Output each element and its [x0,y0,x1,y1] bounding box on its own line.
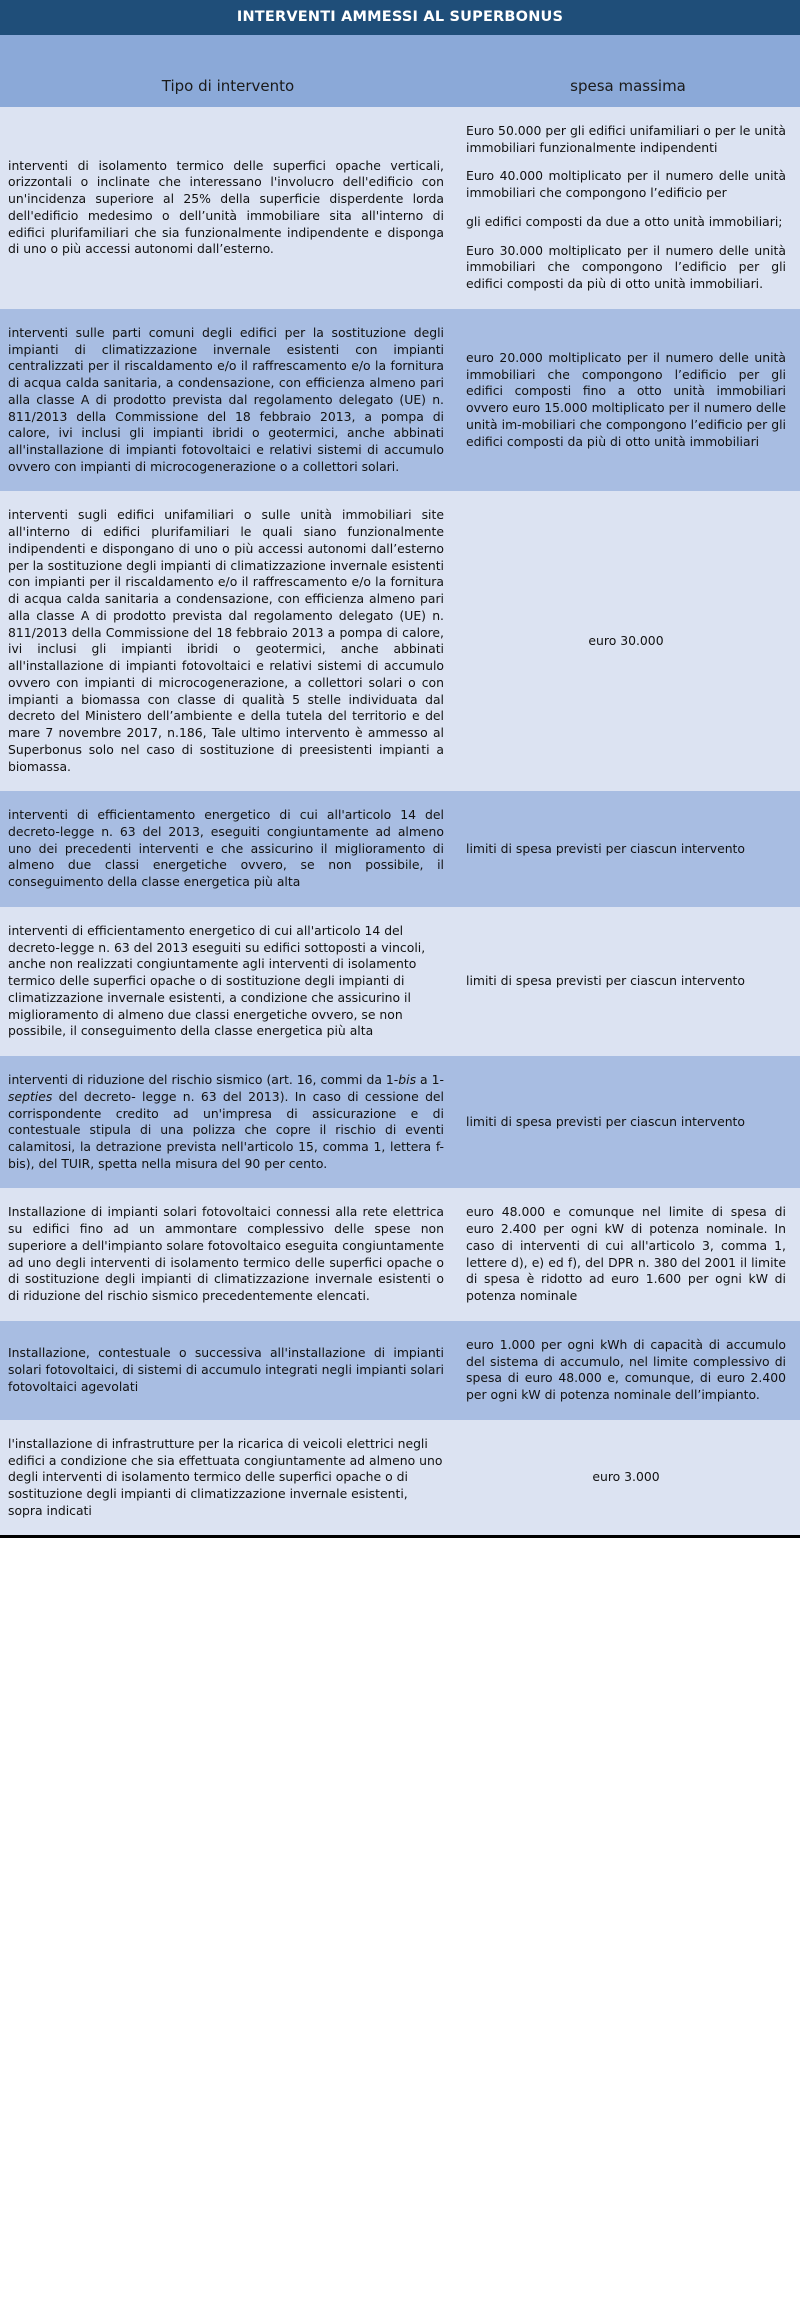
spesa-paragraph: Euro 30.000 moltiplicato per il numero delle unità immobiliari che compongono l’edificio per gli edifici composti da più di otto unità immobiliari. [466,242,786,292]
cell-intervento: Installazione, contestuale o successiva all'installazione di impianti solari fotovoltaici, di sistemi di accumulo integrati negli impianti solari fotovoltaici agevolati [0,1321,456,1420]
spesa-paragraph: Euro 50.000 per gli edifici unifamiliari o per le unità immobiliari funzionalmente indipendenti [466,123,786,155]
spesa-paragraph: Euro 40.000 moltiplicato per il numero delle unità immobiliari che compongono l’edificio per [466,168,786,201]
spesa-paragraph: euro 30.000 [588,632,664,648]
cell-spesa-massima [456,907,800,1056]
column-header-intervento: Tipo di intervento [0,35,456,107]
table-row [0,1056,800,1188]
cell-intervento: interventi sugli edifici unifamiliari o sulle unità immobiliari site all'interno di edifici plurifamiliari le quali siano funzionalmente indipendenti e dispongano di uno o più accessi autonomi dall’esterno per la sostituzione degli impianti di climatizzazione invernale esistenti con impianti per il riscaldamento e/o il raffrescamento e/o la fornitura di acqua calda sanitaria a condensazione, con efficienza almeno pari alla classe A di prodotto prevista dal regolamento delegato (UE) n. 811/2013 della Commissione del 18 febbraio 2013 a pompa di calore, ivi inclusi gli impianti ibridi o geotermici, anche abbinati all'installazione di impianti fotovoltaici e relativi sistemi di accumulo ovvero con impianti di microcogenerazione, a collettori solari o con impianti a biomassa con classe di qualità 5 stelle individuata dal decreto del Ministero dell’ambiente e della tutela del territorio e del mare 7 novembre 2017, n.186, Tale ultimo intervento è ammesso al Superbonus solo nel caso di sostituzione di preesistenti impianti a biomassa. [0,491,456,791]
table-title-row [0,0,800,35]
table-row [0,1420,800,1537]
table-row [0,1188,800,1320]
cell-intervento: interventi di isolamento termico delle superfici opache verticali, orizzontali o inclinate che interessano l'involucro dell'edificio con un'incidenza superiore al 25% della superficie disperdente lorda dell'edificio medesimo o dell’unità immobiliare sita all'interno di edifici plurifamiliari che sia funzionalmente indipendente e disponga di uno o più accessi autonomi dall’esterno. [0,107,456,309]
spesa-paragraph: gli edifici composti da due a otto unità immobiliari; [466,213,783,229]
table-row [0,907,800,1056]
cell-intervento: interventi sulle parti comuni degli edifici per la sostituzione degli impianti di climatizzazione invernale esistenti con impianti centralizzati per il riscaldamento e/o il raffrescamento e/o la fornitura di acqua calda sanitaria, a condensazione, con efficienza almeno pari alla classe A di prodotto prevista dal regolamento delegato (UE) n. 811/2013 della Commissione del 18 febbraio 2013, a pompa di calore, ivi inclusi gli impianti ibridi o geotermici, anche abbinati all'installazione di impianti fotovoltaici e relativi sistemi di accumulo ovvero con impianti di microcogenerazione o a collettori solari. [0,309,456,492]
cell-spesa-massima [456,1321,800,1420]
cell-intervento: l'installazione di infrastrutture per la ricarica di veicoli elettrici negli edifici a condizione che sia effettuata congiuntamente ad almeno uno degli interventi di isolamento termico delle superfici opache o di sostituzione degli impianti di climatizzazione invernale esistenti, sopra indicati [0,1420,456,1537]
table-row [0,491,800,791]
cell-spesa-massima [456,1188,800,1320]
cell-spesa-massima [456,107,800,309]
table-row [0,1321,800,1420]
cell-spesa-massima [456,1056,800,1188]
cell-spesa-massima [456,309,800,492]
table-row [0,791,800,907]
spesa-paragraph: limiti di spesa previsti per ciascun intervento [466,840,745,856]
spesa-paragraph: euro 3.000 [592,1469,660,1485]
spesa-paragraph: limiti di spesa previsti per ciascun intervento [466,1113,745,1129]
spesa-paragraph: euro 20.000 moltiplicato per il numero delle unità immobiliari che compongono l’edificio per gli edifici composti fino a otto unità immobiliari ovvero euro 15.000 moltiplicato per il numero delle unità im-mobiliari che compongono l’edificio per gli edifici composti da più di otto unità immobiliari [466,349,786,449]
cell-spesa-massima [456,491,800,791]
column-header-spesa: spesa massima [456,35,800,107]
cell-intervento: Installazione di impianti solari fotovoltaici connessi alla rete elettrica su edifici fino ad un ammontare complessivo delle spese non superiore a dell'impianto solare fotovoltaico eseguita congiuntamente ad uno degli interventi di isolamento termico delle superfici opache o di sostituzione degli impianti di climatizzazione invernale esistenti o di riduzione del rischio sismico precedentemente elencati. [0,1188,456,1320]
spesa-paragraph: euro 1.000 per ogni kWh di capacità di accumulo del sistema di accumulo, nel limite complessivo di spesa di euro 48.000 e, comunque, di euro 2.400 per ogni kW di potenza nominale dell’impianto. [466,1336,786,1403]
cell-intervento: interventi di riduzione del rischio sismico (art. 16, commi da 1-bis a 1-septies del decreto- legge n. 63 del 2013). In caso di cessione del corrispondente credito ad un'impresa di assicurazione e di contestuale stipula di una polizza che copre il rischio di eventi calamitosi, la detrazione prevista nell'articolo 15, comma 1, lettera f-bis), del TUIR, spetta nella misura del 90 per cento. [0,1056,456,1188]
spesa-paragraph: limiti di spesa previsti per ciascun intervento [466,973,745,989]
cell-spesa-massima [456,791,800,907]
cell-spesa-massima [456,1420,800,1537]
spesa-paragraph: euro 48.000 e comunque nel limite di spesa di euro 2.400 per ogni kW di potenza nominale. In caso di interventi di cui all'articolo 3, comma 1, lettere d), e) ed f), del DPR n. 380 del 2001 il limite di spesa è ridotto ad euro 1.600 per ogni kW di potenza nominale [466,1204,786,1304]
table-row [0,107,800,309]
table-header-row [0,35,800,107]
page-title: INTERVENTI AMMESSI AL SUPERBONUS [0,0,800,35]
cell-intervento: interventi di efficientamento energetico di cui all'articolo 14 del decreto-legge n. 63 del 2013 eseguiti su edifici sottoposti a vincoli, anche non realizzati congiuntamente agli interventi di isolamento termico delle superfici opache o di sostituzione degli impianti di climatizzazione invernale esistenti, a condizione che assicurino il miglioramento di almeno due classi energetiche ovvero, se non possibile, il conseguimento della classe energetica più alta [0,907,456,1056]
cell-intervento: interventi di efficientamento energetico di cui all'articolo 14 del decreto-legge n. 63 del 2013, eseguiti congiuntamente ad almeno uno dei precedenti interventi e che assicurino il miglioramento di almeno due classi energetiche ovvero, se non possibile, il conseguimento della classe energetica più alta [0,791,456,907]
table-row [0,309,800,492]
